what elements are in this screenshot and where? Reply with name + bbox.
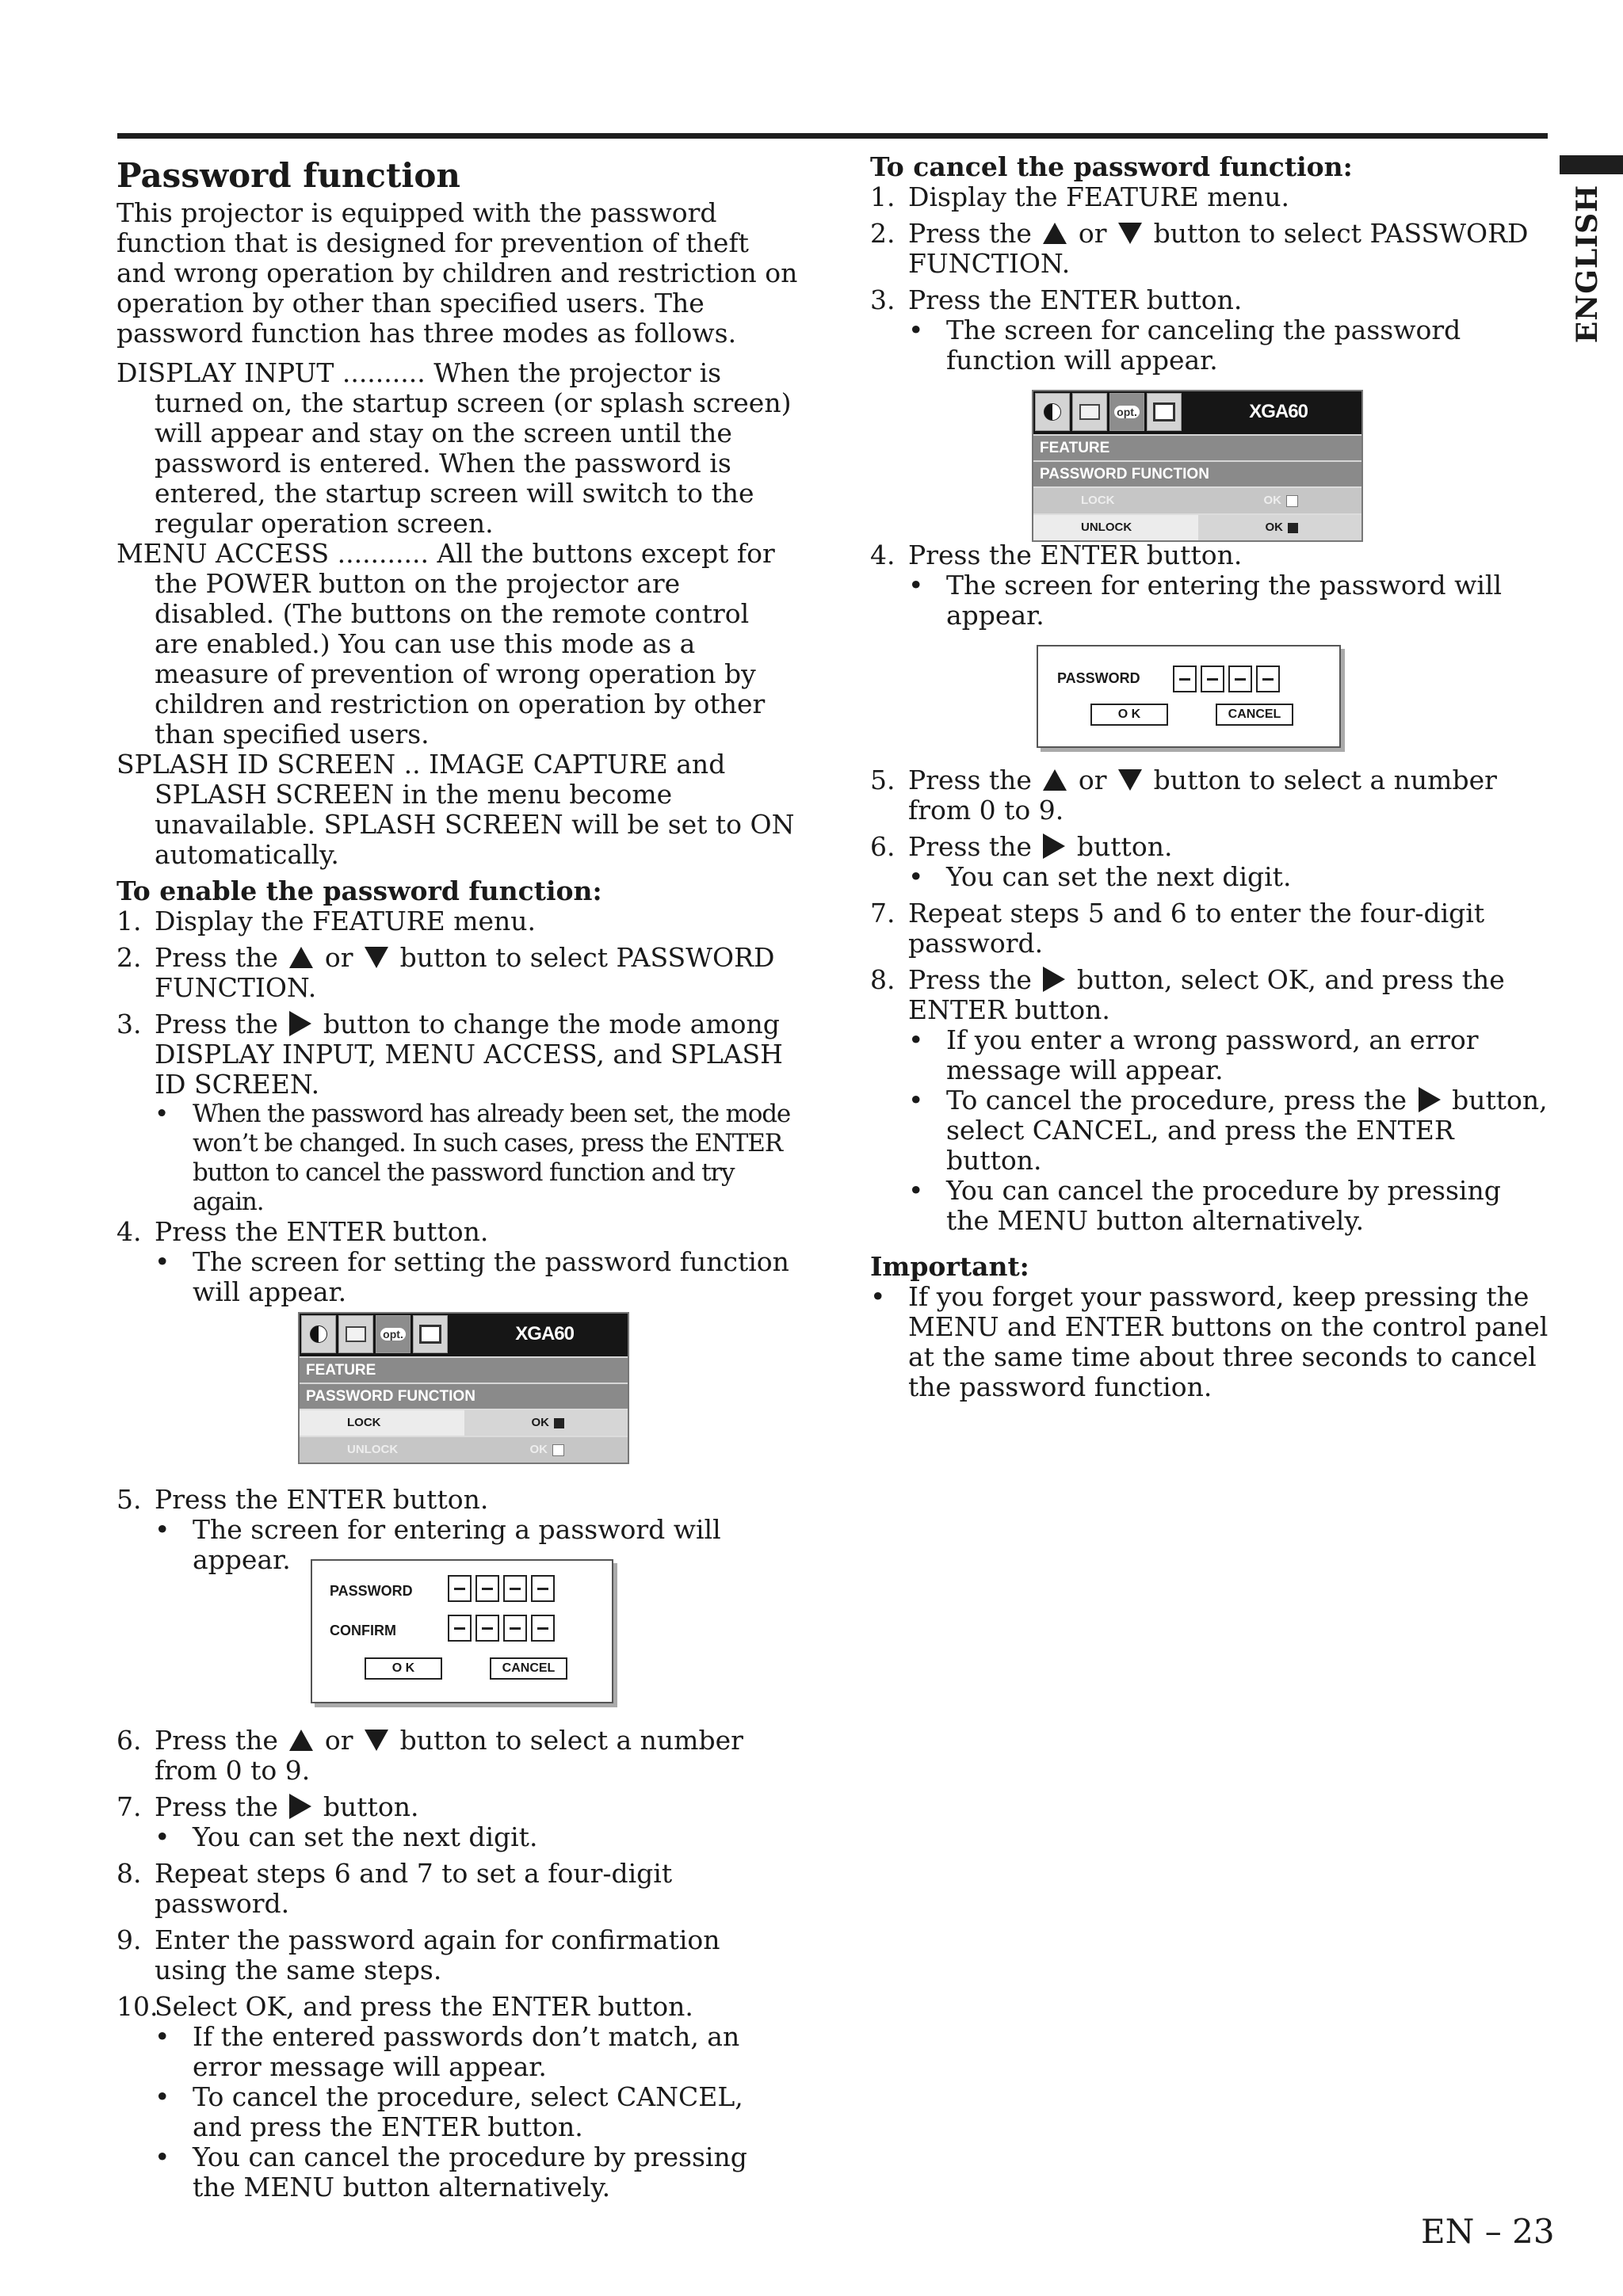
cancel-step-5 bbox=[870, 765, 1552, 826]
up-arrow-icon bbox=[1043, 769, 1067, 791]
model-label: XGA60 bbox=[515, 1323, 574, 1344]
unlock-label: UNLOCK bbox=[1033, 515, 1198, 540]
cancel-step-3 bbox=[870, 285, 1552, 376]
menu-icon-row bbox=[301, 1315, 448, 1353]
step-number: 1. bbox=[116, 906, 142, 936]
bullet-note: • To cancel the procedure, select CANCEL, and press the ENTER button. bbox=[155, 2082, 798, 2142]
ok-label: OK bbox=[529, 1443, 548, 1456]
step-number: 1. bbox=[870, 181, 896, 212]
cancel-step-6 bbox=[870, 832, 1552, 892]
bullet-note: • You can cancel the procedure by pressing the MENU button alternatively. bbox=[908, 1176, 1552, 1236]
menu-feature-bar: FEATURE bbox=[300, 1356, 628, 1383]
step-text: Press the bbox=[155, 942, 278, 973]
step-text: button, select OK, and press the ENTER button. bbox=[908, 964, 1505, 1025]
option-icon-label: opt. bbox=[380, 1328, 406, 1341]
step-text: Press the ENTER button. bbox=[155, 1216, 489, 1247]
menu-password-function-bar: PASSWORD FUNCTION bbox=[300, 1383, 628, 1409]
right-arrow-icon bbox=[289, 1794, 311, 1819]
step-number: 3. bbox=[116, 1009, 142, 1039]
ok-cell bbox=[464, 1410, 628, 1436]
enable-step-9 bbox=[116, 1925, 798, 1985]
step-text: Press the bbox=[908, 765, 1032, 795]
step-text: Press the bbox=[155, 1791, 278, 1822]
lock-label: LOCK bbox=[300, 1410, 464, 1436]
digit-box[interactable] bbox=[475, 1615, 499, 1642]
right-arrow-icon bbox=[289, 1011, 311, 1036]
top-rule bbox=[117, 133, 1548, 139]
digit-box[interactable] bbox=[1173, 666, 1197, 692]
bullet-note: • If you enter a wrong password, an error message will appear. bbox=[908, 1025, 1552, 1085]
step-text: Press the ENTER button. bbox=[908, 540, 1243, 570]
step-text: button to select a number from 0 to 9. bbox=[155, 1725, 743, 1786]
step-text: Press the bbox=[908, 964, 1032, 995]
step-text: button to change the mode among DISPLAY INPUT, MENU ACCESS, and SPLASH ID SCREEN. bbox=[155, 1009, 783, 1100]
ok-cell bbox=[464, 1437, 628, 1463]
ok-label: OK bbox=[1265, 521, 1283, 534]
language-label: ENGLISH bbox=[1571, 184, 1604, 344]
bullet-text: To cancel the procedure, press the bbox=[946, 1085, 1407, 1116]
screen-icon bbox=[338, 1315, 373, 1353]
step-number: 8. bbox=[870, 964, 896, 995]
enable-step-3 bbox=[116, 1009, 798, 1217]
step-number: 2. bbox=[116, 942, 142, 973]
model-label: XGA60 bbox=[1249, 401, 1308, 422]
right-column-cont bbox=[870, 540, 1552, 631]
up-arrow-icon bbox=[289, 1730, 313, 1751]
step-number: 10. bbox=[116, 1991, 158, 2022]
step-number: 2. bbox=[870, 218, 896, 249]
camera-icon bbox=[413, 1315, 448, 1353]
picture-icon bbox=[1035, 393, 1070, 431]
enable-step-8 bbox=[116, 1859, 798, 1919]
bullet-note: • You can set the next digit. bbox=[155, 1822, 798, 1852]
step-text: button. bbox=[1076, 831, 1173, 862]
step-text: Repeat steps 5 and 6 to enter the four-digit password. bbox=[908, 898, 1485, 959]
cancel-step-1 bbox=[870, 182, 1552, 212]
option-icon-label: opt. bbox=[1114, 406, 1140, 418]
confirm-digits bbox=[448, 1615, 555, 1642]
step-text: Press the bbox=[155, 1725, 278, 1756]
blank-icon bbox=[552, 1444, 564, 1456]
confirm-label: CONFIRM bbox=[330, 1623, 396, 1638]
step-text: Enter the password again for confirmation using the same steps. bbox=[155, 1924, 720, 1985]
ok-button[interactable]: O K bbox=[365, 1657, 442, 1680]
step-text: button to select PASSWORD FUNCTION. bbox=[155, 942, 775, 1003]
step-text: or bbox=[1078, 765, 1107, 795]
digit-box[interactable] bbox=[531, 1575, 555, 1602]
step-number: 4. bbox=[870, 540, 896, 570]
ok-label: OK bbox=[531, 1416, 549, 1429]
cancel-step-4 bbox=[870, 540, 1552, 631]
left-column-cont-2 bbox=[116, 1726, 798, 2203]
step-number: 3. bbox=[870, 284, 896, 315]
bullet-note: • The screen for canceling the password function will appear. bbox=[908, 315, 1552, 376]
step-text: or bbox=[324, 1725, 353, 1756]
side-tab-bar bbox=[1560, 155, 1623, 174]
bullet-text: button, select CANCEL, and press the ENTER button. bbox=[946, 1085, 1548, 1176]
cancel-step-2 bbox=[870, 219, 1552, 279]
digit-box[interactable] bbox=[531, 1615, 555, 1642]
password-entry-dialog bbox=[311, 1559, 613, 1703]
intro-paragraph: This projector is equipped with the password function that is designed for prevention of theft and wrong operation by children and restriction on operation by other than specified users. The password function has three modes as follows. bbox=[116, 197, 798, 349]
digit-box[interactable] bbox=[448, 1575, 472, 1602]
menu-feature-bar: FEATURE bbox=[1033, 434, 1361, 460]
bullet-note bbox=[908, 1085, 1552, 1176]
password-label: PASSWORD bbox=[330, 1583, 413, 1599]
page-number: EN – 23 bbox=[1421, 2212, 1555, 2251]
digit-box[interactable] bbox=[503, 1575, 527, 1602]
ok-cell bbox=[1198, 515, 1361, 540]
right-arrow-icon bbox=[1419, 1087, 1441, 1112]
menu-header bbox=[1033, 391, 1361, 434]
up-arrow-icon bbox=[289, 947, 313, 968]
step-text: or bbox=[1078, 218, 1107, 249]
password-label: PASSWORD bbox=[1057, 670, 1140, 686]
enable-step-6 bbox=[116, 1726, 798, 1786]
step-number: 5. bbox=[116, 1484, 142, 1515]
unlock-label: UNLOCK bbox=[300, 1437, 464, 1463]
right-arrow-icon bbox=[1043, 967, 1065, 992]
step-text: Press the ENTER button. bbox=[908, 284, 1243, 315]
enable-step-4 bbox=[116, 1217, 798, 1307]
digit-box[interactable] bbox=[1201, 666, 1224, 692]
password-digits bbox=[1173, 666, 1280, 692]
step-text: button to select PASSWORD FUNCTION. bbox=[908, 218, 1529, 279]
enter-icon bbox=[1288, 523, 1298, 533]
option-icon bbox=[1109, 393, 1144, 431]
step-number: 5. bbox=[870, 765, 896, 795]
bullet-note: • You can cancel the procedure by pressing the MENU button alternatively. bbox=[155, 2142, 798, 2203]
cancel-button[interactable]: CANCEL bbox=[1216, 704, 1293, 726]
screen-icon bbox=[1072, 393, 1107, 431]
picture-icon bbox=[301, 1315, 336, 1353]
cancel-step-8 bbox=[870, 965, 1552, 1236]
step-text: Press the bbox=[908, 831, 1032, 862]
blank-icon bbox=[1286, 495, 1298, 507]
step-text: Select OK, and press the ENTER button. bbox=[155, 1991, 693, 2022]
menu-row-lock bbox=[1033, 486, 1361, 513]
step-number: 4. bbox=[116, 1216, 142, 1247]
bullet-note: • The screen for entering the password will appear. bbox=[908, 570, 1552, 631]
cancel-heading: To cancel the password function: bbox=[870, 151, 1353, 182]
important-bullet: • If you forget your password, keep pressing the MENU and ENTER buttons on the control panel at the same time about three seconds to cancel the password function. bbox=[870, 1282, 1552, 1402]
ok-button[interactable]: O K bbox=[1090, 704, 1168, 726]
menu-header bbox=[300, 1314, 628, 1356]
up-arrow-icon bbox=[1043, 223, 1067, 244]
step-number: 6. bbox=[870, 831, 896, 862]
menu-password-function-bar: PASSWORD FUNCTION bbox=[1033, 460, 1361, 486]
right-column-cont-2 bbox=[870, 765, 1552, 1402]
down-arrow-icon bbox=[1118, 223, 1142, 244]
digit-box[interactable] bbox=[503, 1615, 527, 1642]
step-number: 8. bbox=[116, 1858, 142, 1889]
important-heading: Important: bbox=[870, 1251, 1029, 1282]
step-text: Display the FEATURE menu. bbox=[155, 906, 537, 936]
feature-menu-lock bbox=[298, 1312, 629, 1464]
camera-icon bbox=[1147, 393, 1182, 431]
mode-menu-access: MENU ACCESS ........... All the buttons except for the POWER button on the projector are disabled. (The buttons on the remote control are enabled.) You can use this mode as a measure of prevention of wrong operation by children and restriction on operation by other than specified users. bbox=[116, 538, 775, 749]
down-arrow-icon bbox=[365, 1730, 388, 1751]
enable-step-2 bbox=[116, 943, 798, 1003]
feature-menu-unlock bbox=[1032, 390, 1363, 542]
digit-box[interactable] bbox=[448, 1615, 472, 1642]
right-column bbox=[870, 152, 1552, 376]
option-icon bbox=[376, 1315, 411, 1353]
step-number: 9. bbox=[116, 1924, 142, 1955]
bullet-note: • The screen for entering a password will appear. bbox=[155, 1515, 798, 1575]
step-text: Press the bbox=[908, 218, 1032, 249]
menu-row-unlock bbox=[300, 1436, 628, 1463]
enable-step-1 bbox=[116, 906, 798, 936]
password-digits bbox=[448, 1575, 555, 1602]
cancel-button[interactable]: CANCEL bbox=[490, 1657, 567, 1680]
step-text: Press the ENTER button. bbox=[155, 1484, 489, 1515]
enable-heading: To enable the password function: bbox=[116, 875, 602, 906]
step-number: 7. bbox=[870, 898, 896, 929]
ok-cell bbox=[1198, 488, 1361, 513]
step-text: Repeat steps 6 and 7 to set a four-digit password. bbox=[155, 1858, 673, 1919]
down-arrow-icon bbox=[1118, 769, 1142, 791]
bullet-note: • The screen for setting the password function will appear. bbox=[155, 1247, 798, 1307]
bullet-note: • When the password has already been set, the mode won’t be changed. In such cases, press the ENTER button to cancel the password function and try again. bbox=[155, 1100, 798, 1217]
down-arrow-icon bbox=[365, 947, 388, 968]
cancel-step-7 bbox=[870, 898, 1552, 959]
enter-icon bbox=[554, 1418, 564, 1428]
step-text: Display the FEATURE menu. bbox=[908, 181, 1290, 212]
menu-icon-row bbox=[1035, 393, 1182, 431]
ok-label: OK bbox=[1263, 494, 1281, 507]
enable-step-7 bbox=[116, 1792, 798, 1852]
language-tab bbox=[1571, 185, 1603, 343]
digit-box[interactable] bbox=[1228, 666, 1252, 692]
password-cancel-dialog bbox=[1037, 645, 1341, 748]
right-arrow-icon bbox=[1043, 833, 1065, 859]
mode-display-input: DISPLAY INPUT .......... When the projector is turned on, the startup screen (or splash screen) will appear and stay on the screen until the password is entered. When the password is entered, the startup screen will switch to the regular operation screen. bbox=[116, 357, 792, 539]
bullet-note: • If the entered passwords don’t match, an error message will appear. bbox=[155, 2022, 798, 2082]
menu-row-unlock bbox=[1033, 513, 1361, 540]
step-number: 7. bbox=[116, 1791, 142, 1822]
digit-box[interactable] bbox=[1256, 666, 1280, 692]
left-column bbox=[116, 157, 798, 1307]
step-text: button. bbox=[323, 1791, 419, 1822]
menu-row-lock bbox=[300, 1409, 628, 1436]
step-text: button to select a number from 0 to 9. bbox=[908, 765, 1497, 826]
step-text: Press the bbox=[155, 1009, 278, 1039]
mode-splash-id: SPLASH ID SCREEN .. IMAGE CAPTURE and SPLASH SCREEN in the menu become unavailable. SPLASH SCREEN will be set to ON automatically. bbox=[116, 749, 795, 870]
step-number: 6. bbox=[116, 1725, 142, 1756]
enable-step-10 bbox=[116, 1992, 798, 2203]
section-title: Password function bbox=[116, 156, 460, 195]
digit-box[interactable] bbox=[475, 1575, 499, 1602]
bullet-note: • You can set the next digit. bbox=[908, 862, 1552, 892]
lock-label: LOCK bbox=[1033, 488, 1198, 513]
step-text: or bbox=[324, 942, 353, 973]
